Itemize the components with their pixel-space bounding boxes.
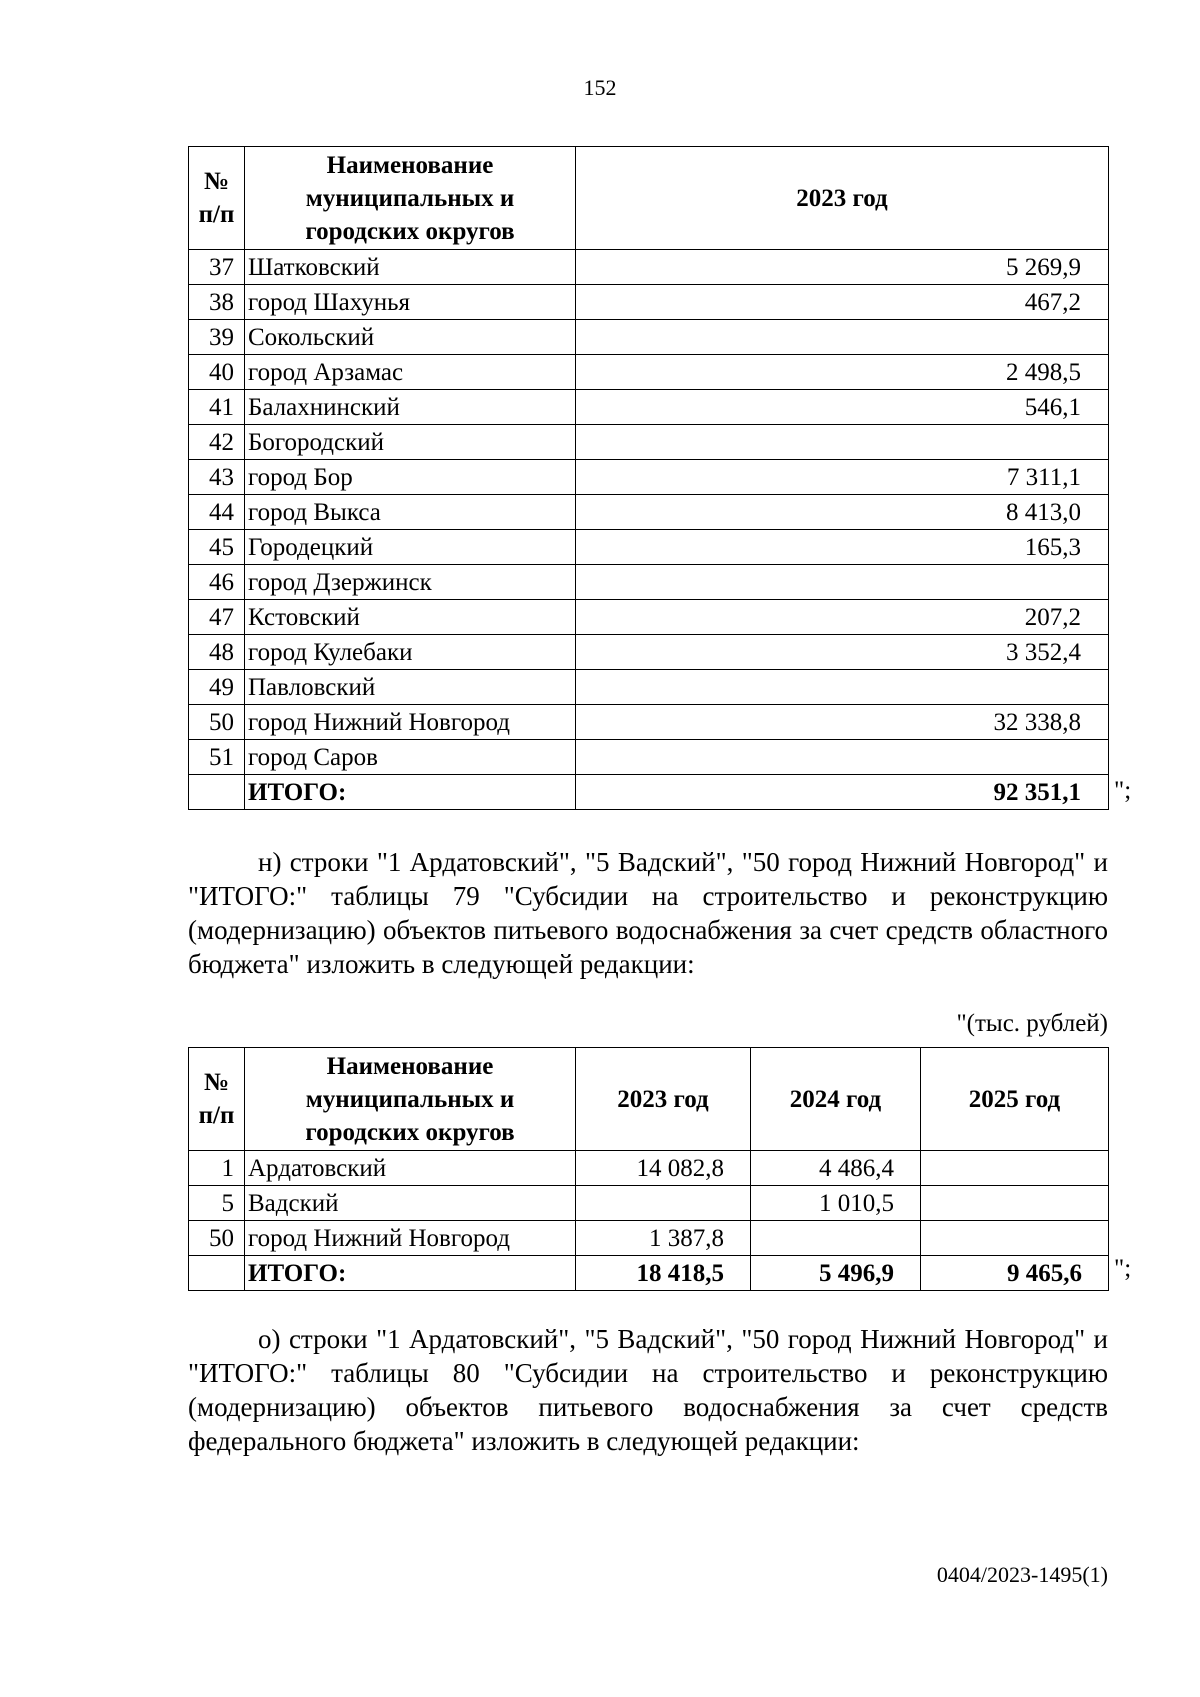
row-name: Ардатовский <box>245 1151 576 1186</box>
row-value-2023: 1 387,8 <box>576 1221 751 1256</box>
row-name: Городецкий <box>245 530 576 565</box>
row-name: Вадский <box>245 1186 576 1221</box>
table-closing-quote: "; <box>1114 1255 1132 1282</box>
table-row <box>189 1186 1109 1221</box>
row-name: город Шахунья <box>245 285 576 320</box>
row-value-2023: 8 413,0 <box>576 495 1109 530</box>
total-num <box>189 1256 245 1291</box>
row-value-2023 <box>576 670 1109 705</box>
document-id: 0404/2023-1495(1) <box>936 1562 1108 1587</box>
row-value-2023: 5 269,9 <box>576 250 1109 285</box>
units-label: "(тыс. рублей) <box>956 1010 1108 1037</box>
row-num: 41 <box>189 390 245 425</box>
table-row <box>189 670 1109 705</box>
row-num: 49 <box>189 670 245 705</box>
row-name: город Кулебаки <box>245 635 576 670</box>
header-name: Наименование муниципальных и городских округов <box>245 147 576 250</box>
table-row <box>189 320 1109 355</box>
row-value-2023 <box>576 425 1109 460</box>
row-value-2023: 546,1 <box>576 390 1109 425</box>
row-num: 39 <box>189 320 245 355</box>
row-value-2023: 32 338,8 <box>576 705 1109 740</box>
total-num <box>189 775 245 810</box>
row-num: 42 <box>189 425 245 460</box>
total-row <box>189 1256 1109 1291</box>
header-2025: 2025 год <box>921 1048 1109 1151</box>
header-num: № п/п <box>189 1048 245 1151</box>
table-row <box>189 600 1109 635</box>
row-num: 40 <box>189 355 245 390</box>
table-row <box>189 1151 1109 1186</box>
table-row <box>189 530 1109 565</box>
row-name: Богородский <box>245 425 576 460</box>
row-num: 1 <box>189 1151 245 1186</box>
row-num: 51 <box>189 740 245 775</box>
row-num: 50 <box>189 705 245 740</box>
row-name: город Выкса <box>245 495 576 530</box>
row-num: 43 <box>189 460 245 495</box>
total-label: ИТОГО: <box>245 1256 576 1291</box>
total-label: ИТОГО: <box>245 775 576 810</box>
row-name: Сокольский <box>245 320 576 355</box>
row-value-2025 <box>921 1186 1109 1221</box>
table-row <box>189 740 1109 775</box>
table-row <box>189 390 1109 425</box>
row-value-2023: 2 498,5 <box>576 355 1109 390</box>
paragraph-letter: о) <box>258 1324 281 1354</box>
header-2023: 2023 год <box>576 147 1109 250</box>
table-subsidies-2023-2025 <box>188 1047 1109 1291</box>
table-row <box>189 355 1109 390</box>
header-2023: 2023 год <box>576 1048 751 1151</box>
paragraph-text: строки "1 Ардатовский", "5 Вадский", "50 город Нижний Новгород" и "ИТОГО:" таблицы 79 "Субсидии на строительство и реконструкцию (модернизацию) объектов питьевого водоснабжения за счет средств областного бюджета" изложить в следующей редакции: <box>188 847 1108 979</box>
table-row <box>189 635 1109 670</box>
total-row <box>189 775 1109 810</box>
row-name: город Дзержинск <box>245 565 576 600</box>
table-header-row <box>189 147 1109 250</box>
row-name: Павловский <box>245 670 576 705</box>
row-value-2023: 7 311,1 <box>576 460 1109 495</box>
row-name: город Нижний Новгород <box>245 1221 576 1256</box>
row-num: 50 <box>189 1221 245 1256</box>
table-row <box>189 565 1109 600</box>
row-name: город Бор <box>245 460 576 495</box>
row-name: Шатковский <box>245 250 576 285</box>
row-value-2025 <box>921 1221 1109 1256</box>
row-value-2024 <box>751 1221 921 1256</box>
paragraph-text: строки "1 Ардатовский", "5 Вадский", "50 город Нижний Новгород" и "ИТОГО:" таблицы 80 "Субсидии на строительство и реконструкцию (модернизацию) объектов питьевого водоснабжения за счет средств федерального бюджета" изложить в следующей редакции: <box>188 1324 1109 1456</box>
header-name: Наименование муниципальных и городских округов <box>245 1048 576 1151</box>
row-value-2023: 207,2 <box>576 600 1109 635</box>
table-subsidies-2023 <box>188 146 1109 810</box>
row-value-2023 <box>576 565 1109 600</box>
row-value-2023: 3 352,4 <box>576 635 1109 670</box>
row-num: 45 <box>189 530 245 565</box>
row-num: 38 <box>189 285 245 320</box>
table-header-row <box>189 1048 1109 1151</box>
row-name: город Саров <box>245 740 576 775</box>
table-row <box>189 495 1109 530</box>
total-value-2023: 18 418,5 <box>576 1256 751 1291</box>
row-name: Балахнинский <box>245 390 576 425</box>
header-num: № п/п <box>189 147 245 250</box>
row-num: 5 <box>189 1186 245 1221</box>
table-closing-quote: "; <box>1114 777 1132 804</box>
page-number: 152 <box>583 75 617 100</box>
total-value-2025: 9 465,6 <box>921 1256 1109 1291</box>
paragraph-o <box>188 1322 1108 1458</box>
table-row <box>189 705 1109 740</box>
total-value-2023: 92 351,1 <box>576 775 1109 810</box>
row-value-2023: 14 082,8 <box>576 1151 751 1186</box>
row-num: 37 <box>189 250 245 285</box>
row-value-2023: 165,3 <box>576 530 1109 565</box>
row-name: город Арзамас <box>245 355 576 390</box>
row-value-2023 <box>576 740 1109 775</box>
row-value-2025 <box>921 1151 1109 1186</box>
row-value-2024: 4 486,4 <box>751 1151 921 1186</box>
header-2024: 2024 год <box>751 1048 921 1151</box>
table-row <box>189 460 1109 495</box>
row-num: 48 <box>189 635 245 670</box>
paragraph-n <box>188 845 1108 981</box>
table-row <box>189 425 1109 460</box>
row-value-2023: 467,2 <box>576 285 1109 320</box>
table-row <box>189 1221 1109 1256</box>
row-name: Кстовский <box>245 600 576 635</box>
row-value-2023 <box>576 1186 751 1221</box>
table-row <box>189 285 1109 320</box>
row-name: город Нижний Новгород <box>245 705 576 740</box>
total-value-2024: 5 496,9 <box>751 1256 921 1291</box>
row-value-2024: 1 010,5 <box>751 1186 921 1221</box>
row-value-2023 <box>576 320 1109 355</box>
row-num: 47 <box>189 600 245 635</box>
table-row <box>189 250 1109 285</box>
row-num: 44 <box>189 495 245 530</box>
paragraph-letter: н) <box>258 847 282 877</box>
row-num: 46 <box>189 565 245 600</box>
